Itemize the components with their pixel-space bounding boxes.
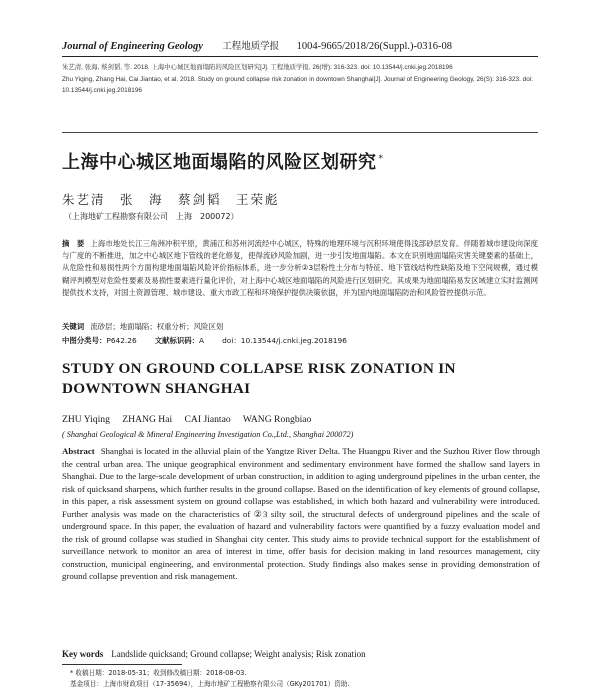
- citation-rule: [62, 132, 538, 133]
- citation-block: [62, 62, 538, 97]
- author-en: WANG Rongbiao: [242, 414, 312, 425]
- authors-cn: 朱艺清 张 海 蔡剑韬 王荣彪: [62, 192, 280, 207]
- class-value: P642.26: [106, 336, 137, 345]
- running-header: [62, 38, 538, 54]
- citation-cn: 朱艺清, 张海, 蔡剑韬, 等. 2018. 上海中心城区地面塌陷的风险区划研究[J]. 工程地质学报, 26(增): 316-323. doi: 10.13544/j.cnki.jeg.2018196: [62, 64, 453, 71]
- authors-en: [62, 414, 321, 425]
- doc-code-label: 文献标识码：: [154, 336, 200, 345]
- affiliation-cn: （上海地矿工程勘察有限公司 上海 200072）: [64, 212, 239, 221]
- title-cn-text: 上海中心城区地面塌陷的风险区划研究: [62, 152, 377, 173]
- abstract-cn-text: 上海市地处长江三角洲冲积平原，黄浦江和苏州河流经中心城区，特殊的地理环境与沉积环境使得浅部砂层发育。伴随着城市建设向深度与广度的不断推进，加之中心城区地下管线的老化修复，使得流砂风险加剧，进一步引发地面塌陷。本文在识别地面塌陷灾害关键要素的基础上，从危险性和易损性两个方面构建地面塌陷风险评价指标体系，进一步分析②3层粉性土分布与特征、地下管线结构性缺陷及地下空间规模，通过模糊评判模型对危险性要素及易损性要素进行量化评价，对上海中心城区地面塌陷的风险进行区划研究。其成果为地面塌陷易发区域建立实时监测网提供技术支持，对国土资源管理、城市建设、重大市政工程和环境保护提供决策依据，并为国内地面塌陷防治和风险管控提供示范。: [62, 239, 538, 297]
- keywords-cn: [62, 321, 538, 332]
- keywords-en-label: Key words: [62, 649, 104, 659]
- abstract-cn: [62, 238, 538, 299]
- classification-line: [62, 335, 538, 346]
- class-label: 中图分类号：: [62, 336, 107, 345]
- keywords-cn-label: 关键词: [62, 322, 85, 331]
- abstract-en: [62, 445, 540, 583]
- author-en: ZHANG Hai: [122, 414, 173, 425]
- title-cn-footnote-mark: *: [378, 154, 384, 164]
- abstract-cn-label: 摘 要: [62, 239, 85, 248]
- author-en: CAI Jiantao: [184, 414, 231, 425]
- keywords-en: [62, 649, 538, 659]
- keywords-cn-text: 流砂层；地面塌陷；权重分析；风险区划: [90, 322, 224, 331]
- abstract-en-text: Shanghai is located in the alluvial plain of the Yangtze River Delta. The Huangpu River and the Suzhou River flow through the central urban area. The unique geographical environment and sedimentary environment have formed the shallow sand layers in Shanghai. Due to the large-scale development of urban construction, in addition to aging underground pipelines in the urban center, the risk of quicksand sharpens, which further results in the ground collapse. Based on the identification of key elements of ground collapse, in this paper, a risk assessment system on ground collapse was established, in which both hazard and vulnerability were introduced. Further analysis was made on the characteristics of ②3 silty soil, the structural defects of underground pipelines and the scale of underground space. In this paper, the evaluation of hazard and vulnerability factors were quantified by a fuzzy evaluation model and the risk of ground collapse was studied in Shanghai city center. This study aims to provide technical support for the establishment of surveillance network to monitor an area of interest in time, offer basis for decision making in land resources management, city construction, municipal engineering, and environmental protection. Study findings also makes sense in providing demonstration of ground collapse prevention and risk management.: [62, 446, 540, 581]
- header-rule: [62, 56, 538, 57]
- footnote-rule: [62, 664, 182, 665]
- title-en: STUDY ON GROUND COLLAPSE RISK ZONATION IN DOWNTOWN SHANGHAI: [62, 360, 456, 397]
- journal-name-cn: 工程地质学报: [222, 41, 280, 52]
- doc-code-value: A: [199, 336, 205, 345]
- author-en: ZHU Yiqing: [62, 414, 110, 425]
- affiliation-en: ( Shanghai Geological & Mineral Engineering Investigation Co.,Ltd., Shanghai 200072): [62, 430, 354, 439]
- citation-en: Zhu Yiqing, Zhang Hai, Cai Jiantao, et al. 2018. Study on ground collapse risk zonation in downtown Shanghai[J]. Journal of Engineering Geology, 26(S): 316-323. doi: 10.13544/j.cnki.jeg.2018196: [62, 76, 533, 94]
- journal-name: Journal of Engineering Geology: [62, 41, 203, 52]
- footnote-received: * 收稿日期：2018-05-31；收到修改稿日期：2018-08-03.: [70, 669, 247, 677]
- journal-code: 1004-9665/2018/26(Suppl.)-0316-08: [296, 41, 453, 52]
- abstract-en-label: Abstract: [62, 446, 95, 456]
- title-cn: [62, 148, 384, 174]
- footnote-funding: 基金项目：上海市财政项目（17-35694），上海市地矿工程勘察有限公司（GKy201701）资助.: [70, 680, 350, 688]
- doi: doi：10.13544/j.cnki.jeg.2018196: [222, 336, 347, 345]
- keywords-en-text: Landslide quicksand; Ground collapse; Weight analysis; Risk zonation: [111, 649, 366, 659]
